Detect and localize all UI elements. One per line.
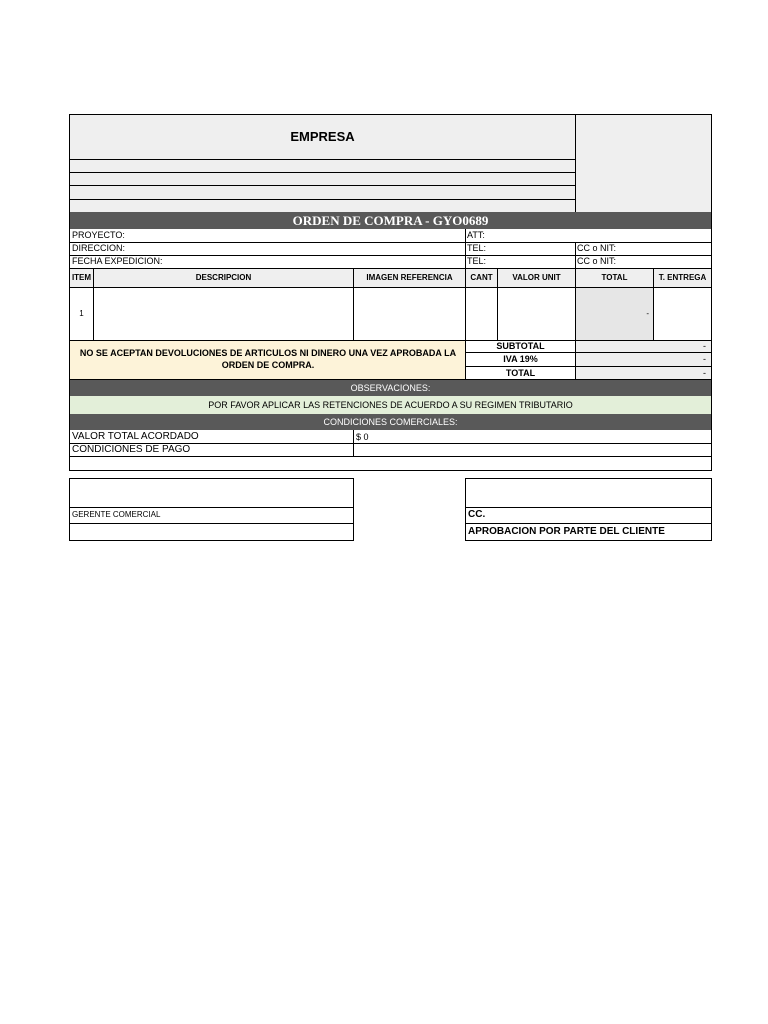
- gerente-comercial-label: GERENTE COMERCIAL: [72, 510, 161, 519]
- total-label: TOTAL: [505, 368, 536, 378]
- cc-nit-label-2: CC o NIT:: [577, 256, 617, 266]
- col-header-imagen: IMAGEN REFERENCIA: [366, 273, 453, 282]
- att-label: ATT:: [467, 230, 485, 240]
- subtotal-value: -: [703, 341, 706, 351]
- col-header-cant: CANT: [470, 273, 493, 282]
- observaciones-text: POR FAVOR APLICAR LAS RETENCIONES DE ACUERDO A SU REGIMEN TRIBUTARIO: [208, 400, 573, 410]
- cc-nit-label-1: CC o NIT:: [577, 243, 617, 253]
- client-approval-label: APROBACION POR PARTE DEL CLIENTE: [468, 526, 665, 537]
- fecha-expedicion-label: FECHA EXPEDICION:: [72, 256, 163, 266]
- valor-total-label: VALOR TOTAL ACORDADO: [72, 431, 199, 442]
- col-header-total: TOTAL: [601, 273, 628, 282]
- col-header-descripcion: DESCRIPCION: [195, 273, 252, 282]
- company-name: EMPRESA: [290, 129, 355, 144]
- col-header-entrega: T. ENTREGA: [658, 273, 707, 282]
- observaciones-label: OBSERVACIONES:: [350, 383, 431, 393]
- direccion-label: DIRECCION:: [72, 243, 126, 253]
- subtotal-label: SUBTOTAL: [496, 341, 545, 351]
- return-policy-text: NO SE ACEPTAN DEVOLUCIONES DE ARTICULOS NI DINERO UNA VEZ APROBADA LA ORDEN DE COMPRA.: [79, 348, 457, 370]
- proyecto-label: PROYECTO:: [72, 230, 125, 240]
- tel-label-1: TEL:: [467, 243, 487, 253]
- logo-box: [576, 115, 711, 213]
- order-title: ORDEN DE COMPRA - GYO0689: [292, 213, 489, 228]
- iva-value: -: [703, 354, 706, 364]
- company-lines: [70, 160, 575, 212]
- valor-total-value[interactable]: $ 0: [356, 432, 369, 442]
- iva-label: IVA 19%: [503, 354, 538, 364]
- table-row-total: -: [646, 309, 649, 318]
- condiciones-pago-label: CONDICIONES DE PAGO: [72, 444, 191, 455]
- tel-label-2: TEL:: [467, 256, 487, 266]
- condiciones-label: CONDICIONES COMERCIALES:: [323, 417, 458, 427]
- col-header-valor-unit: VALOR UNIT: [512, 273, 561, 282]
- total-value: -: [703, 368, 706, 378]
- table-row-item: 1: [79, 309, 84, 318]
- col-header-item: ITEM: [71, 273, 92, 282]
- client-cc-label: CC.: [468, 509, 486, 520]
